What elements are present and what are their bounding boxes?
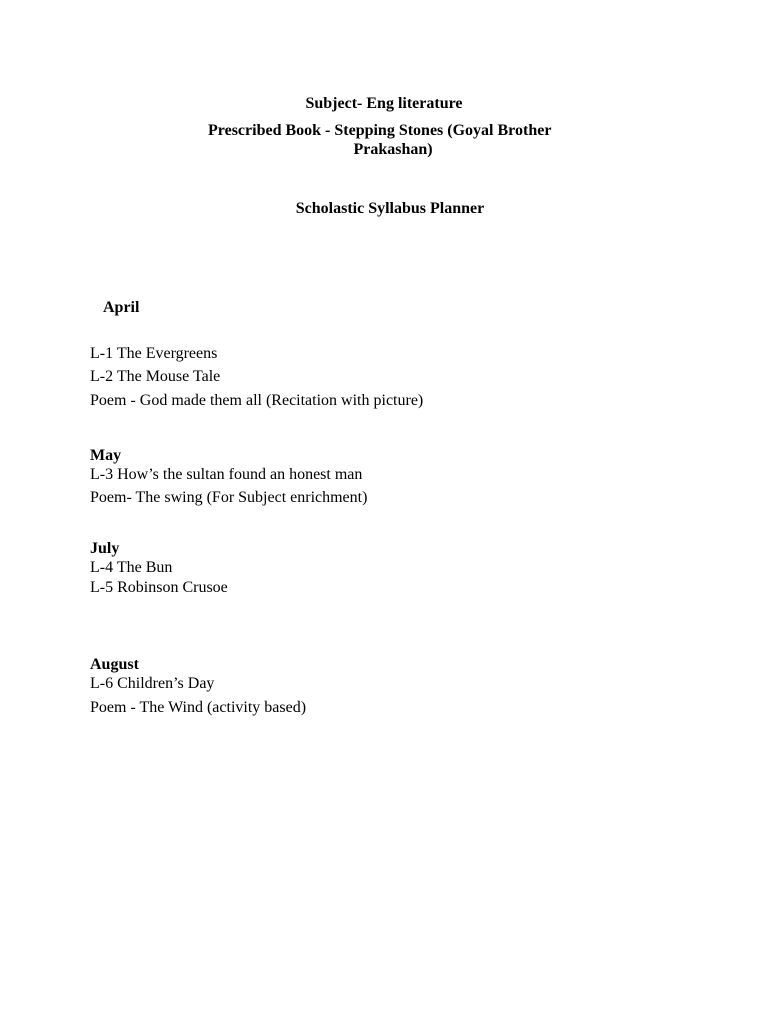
month-heading: May <box>90 447 122 464</box>
prescribed-book-heading <box>208 121 588 159</box>
planner-title: Scholastic Syllabus Planner <box>295 200 485 217</box>
syllabus-item: L-5 Robinson Crusoe <box>90 579 228 597</box>
syllabus-item: L-4 The Bun <box>90 559 173 577</box>
syllabus-item: Poem- The swing (For Subject enrichment) <box>90 489 368 507</box>
prescribed-book-line-1: Prescribed Book - Stepping Stones (Goyal Brother <box>208 122 552 139</box>
syllabus-item: L-1 The Evergreens <box>90 345 218 363</box>
syllabus-item: Poem - God made them all (Recitation with picture) <box>90 391 424 409</box>
section-july <box>90 539 228 599</box>
syllabus-item: Poem - The Wind (activity based) <box>90 699 307 717</box>
section-may <box>90 446 367 512</box>
syllabus-item: L-6 Children’s Day <box>90 675 215 693</box>
month-heading: April <box>103 299 140 316</box>
prescribed-book-line-2: Prakashan) <box>353 141 433 159</box>
syllabus-item: L-2 The Mouse Tale <box>90 368 221 386</box>
section-august <box>90 655 306 723</box>
section-april <box>90 298 423 414</box>
month-heading: July <box>90 540 120 557</box>
syllabus-item: L-3 How’s the sultan found an honest man <box>90 466 363 484</box>
subject-heading: Subject- Eng literature <box>305 95 463 112</box>
month-heading: August <box>90 656 139 673</box>
